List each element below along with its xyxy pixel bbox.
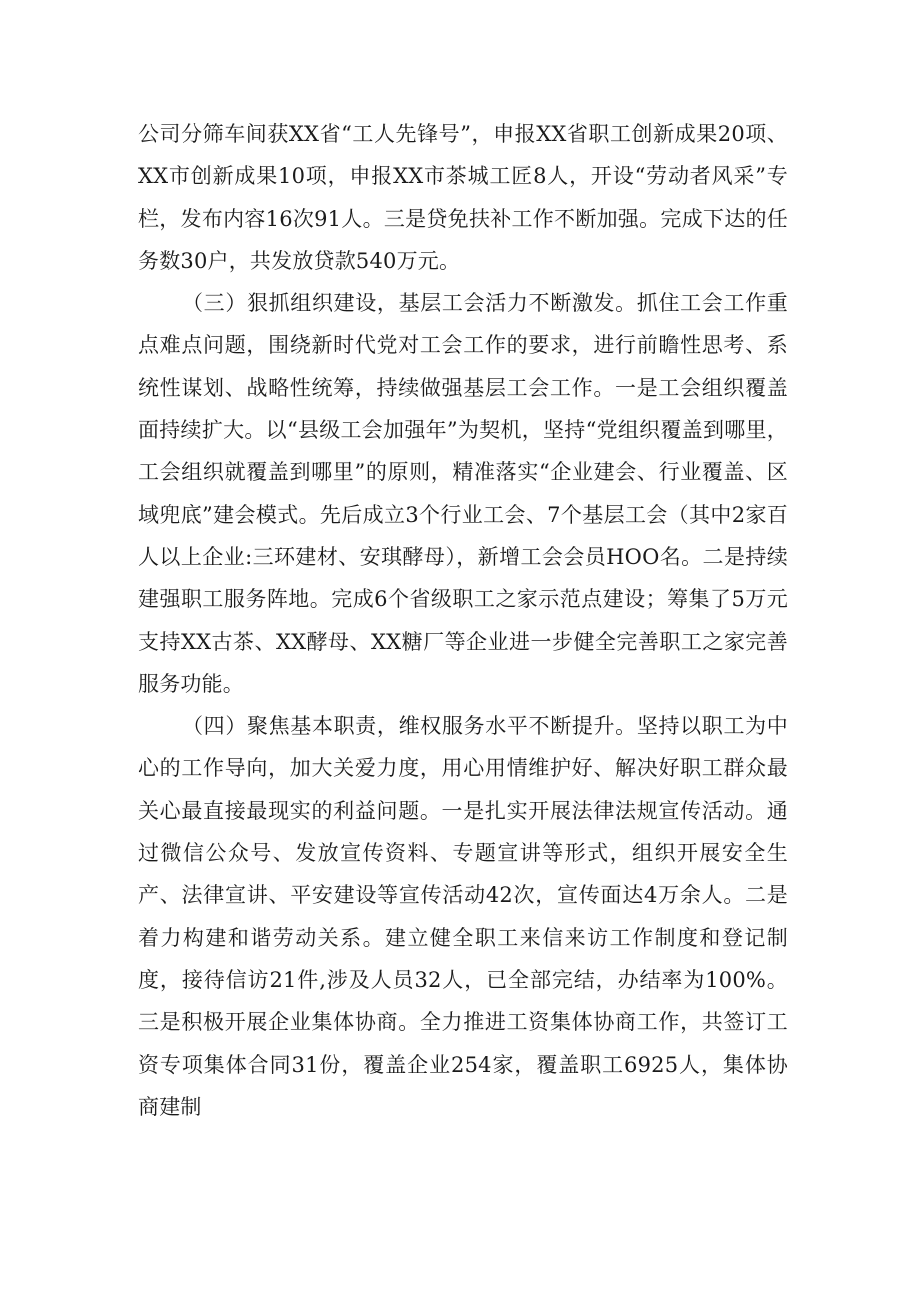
document-body — [138, 113, 788, 1128]
paragraph-2: （三）狠抓组织建设，基层工会活力不断激发。抓住工会工作重点难点问题，围绕新时代党对工会工作的要求，进行前瞻性思考、系统性谋划、战略性统筹，持续做强基层工会工作。一是工会组织覆盖面持续扩大。以“县级工会加强年”为契机，坚持“党组织覆盖到哪里，工会组织就覆盖到哪里”的原则，精准落实“企业建会、行业覆盖、区域兜底”建会模式。先后成立3个行业工会、7个基层工会（其中2家百人以上企业:三环建材、安琪酵母），新增工会会员HOO名。二是持续建强职工服务阵地。完成6个省级职工之家示范点建设；筹集了5万元支持XX古茶、XX酵母、XX糖厂等企业进一步健全完善职工之家完善服务功能。 — [138, 291, 788, 696]
paragraph-1: 公司分筛车间获XX省“工人先锋号”，申报XX省职工创新成果20项、XX市创新成果10项，申报XX市茶城工匠8人，开设“劳动者风采”专栏，发布内容16次91人。三是贷免扶补工作不断加强。完成下达的任务数30户，共发放贷款540万元。 — [138, 122, 788, 273]
paragraph-3: （四）聚焦基本职责，维权服务水平不断提升。坚持以职工为中心的工作导向，加大关爱力度，用心用情维护好、解决好职工群众最关心最直接最现实的利益问题。一是扎实开展法律法规宣传活动。通过微信公众号、发放宣传资料、专题宣讲等形式，组织开展安全生产、法律宣讲、平安建设等宣传活动42次，宣传面达4万余人。二是着力构建和谐劳动关系。建立健全职工来信来访工作制度和登记制度，接待信访21件,涉及人员32人，已全部完结，办结率为100%。三是积极开展企业集体协商。全力推进工资集体协商工作，共签订工资专项集体合同31份，覆盖企业254家，覆盖职工6925人，集体协商建制 — [138, 714, 788, 1119]
